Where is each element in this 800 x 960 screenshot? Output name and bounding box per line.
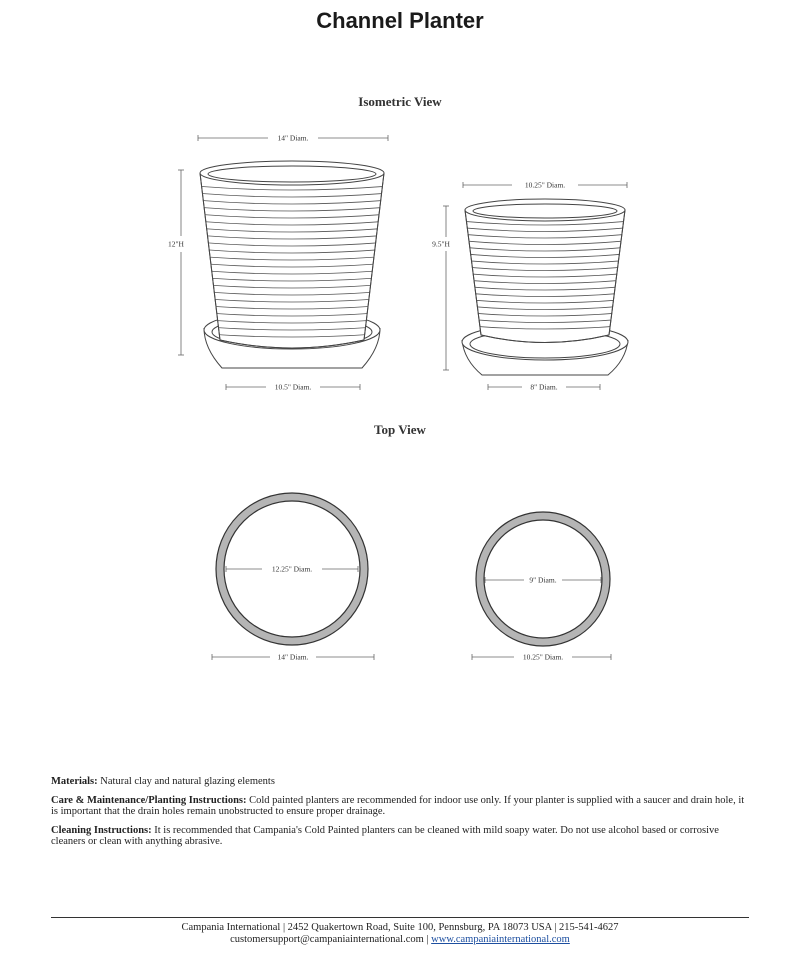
care-note (51, 795, 751, 818)
footer-email: customersupport@campaniainternational.com (230, 934, 424, 945)
large-height-label: 12"H (168, 239, 184, 249)
small-height-label: 9.5"H (432, 239, 450, 249)
isometric-view-heading: Isometric View (358, 94, 442, 109)
footer-address: Campania International | 2452 Quakertown Road, Suite 100, Pennsburg, PA 18073 USA | 215-541-4627 (181, 922, 619, 933)
footer-separator: | (423, 934, 432, 945)
large-inner-diameter-label: 12.25" Diam. (271, 564, 313, 574)
cleaning-label: Cleaning Instructions: (51, 824, 152, 836)
materials-text: Natural clay and natural glazing elements (97, 776, 275, 787)
small-bottom-diameter-label: 8" Diam. (530, 382, 558, 392)
footer-divider (51, 917, 749, 918)
small-inner-diameter-label: 9" Diam. (529, 575, 557, 585)
product-notes (51, 776, 751, 855)
large-outer-diameter-label: 14" Diam. (277, 652, 309, 662)
materials-note (51, 776, 751, 788)
small-top-diameter-label: 10.25" Diam. (524, 180, 566, 190)
footer-website-link[interactable]: www.campaniainternational.com (431, 934, 570, 945)
cleaning-text: It is recommended that Campania's Cold Painted planters can be cleaned with mild soapy water. Do not use alcohol based or corrosive cleaners or clean with anything abrasive. (51, 824, 719, 847)
footer-contact (0, 934, 800, 946)
page-title: Channel Planter (316, 8, 484, 33)
small-planter-isometric (460, 199, 630, 375)
cleaning-note (51, 825, 751, 848)
large-top-diameter-label: 14" Diam. (277, 133, 309, 143)
care-text: Cold painted planters are recommended for indoor use only. If your planter is supplied with a saucer and drain hole, it is important that the drain holes remain unobstructed to ensure proper drainage. (51, 794, 745, 817)
care-label: Care & Maintenance/Planting Instructions: (51, 794, 247, 806)
top-view-heading: Top View (374, 422, 426, 437)
large-planter-isometric (195, 161, 389, 368)
footer (0, 922, 800, 946)
large-bottom-diameter-label: 10.5" Diam. (274, 382, 312, 392)
small-outer-diameter-label: 10.25" Diam. (522, 652, 564, 662)
materials-label: Materials: (51, 776, 98, 787)
